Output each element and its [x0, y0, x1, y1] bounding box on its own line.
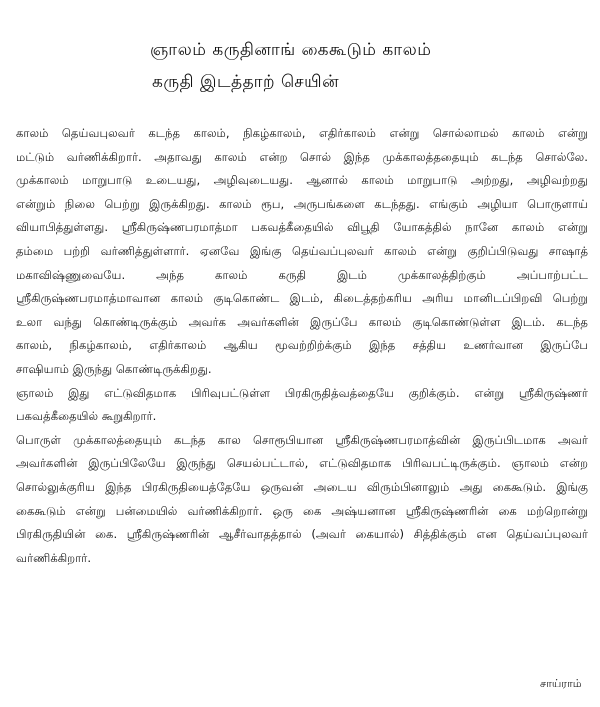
- paragraph-1: [16, 122, 588, 382]
- paragraph-3: [16, 429, 588, 571]
- text-line: சாஷியாம் இருந்து கொண்டிருக்கிறது.: [16, 361, 212, 376]
- text-line: பிரகிருதியின் கை. ஸ்ரீகிருஷ்ணரின் ஆசீர்வாதத்தால் (அவர் கையால்) சித்திக்கும் என தெய்வப்புலவர்: [16, 527, 588, 542]
- text-line: மகாவிஷ்ணுவையே. அந்த காலம் கருதி இடம் முக்காலத்திற்கும் அப்பாற்பட்ட: [16, 267, 588, 282]
- text-line: பகவத்கீதையில் கூறுகிறார்.: [16, 409, 157, 424]
- text-line: முக்காலம் மாறுபாடு உடையது, அழிவுடையது. ஆனால் காலம் மாறுபாடு அற்றது, அழிவற்றது: [16, 173, 588, 188]
- text-line: வர்ணிக்கிறார்.: [16, 550, 92, 565]
- text-line: காலம் தெய்வபுலவர் கடந்த காலம், நிகழ்காலம், எதிர்காலம் என்று சொல்லாமல் காலம் என்று: [16, 126, 588, 140]
- text-line: காலம், நிகழ்காலம், எதிர்காலம் ஆகிய மூவற்றிற்க்கும் இந்த சத்திய உணர்வான இருப்பே: [16, 338, 588, 353]
- title-line-1: ஞாலம் கருதினாங் கைகூடும் காலம்: [150, 40, 432, 60]
- text-line: சொல்லுக்குரிய இந்த பிரகிருதியைத்தேயே ஒருவன் அடைய விரும்பினாலும் அது கைகூடும். இங்கு: [16, 479, 588, 494]
- text-line: ஸ்ரீகிருஷ்ணபரமாத்மாவான காலம் குடிகொண்ட இடம், கிடைத்தற்கரிய அரிய மானிடப்பிறவி பெற்று: [16, 291, 588, 306]
- text-line: வியாபித்துள்ளது. ஸ்ரீகிருஷ்ணபரமாத்மா பகவத்கீதையில் விபூதி யோகத்தில் நானே காலம் என்று: [16, 220, 588, 235]
- title-line-2: கருதி இடத்தாற் செயின்: [152, 72, 340, 92]
- text-line: பொருள் முக்காலத்தையும் கடந்த கால சொரூபியான ஸ்ரீகிருஷ்ணபரமாத்வின் இருப்பிடமாக அவர்: [16, 432, 588, 447]
- text-line: கைகூடும் என்று பன்மையில் வர்ணிக்கிறார். ஒரு கை அஷ்யனான ஸ்ரீகிருஷ்ணரின் கை மற்றொன்று: [16, 503, 588, 518]
- text-line: அவர்களின் இருப்பிலேயே இருந்து செயல்பட்டால், எட்டுவிதமாக பிரிவபட்டிருக்கும். ஞாலம் என்ற: [16, 456, 588, 471]
- text-line: தம்மை பற்றி வர்ணித்துள்ளார். ஏனவே இங்கு தெய்வப்புலவர் காலம் என்று குறிப்பிடுவது சாஷாத்: [16, 243, 588, 258]
- text-line: என்றும் நிலை பெற்று இருக்கிறது. காலம் ரூப, அருபங்களை கடந்தது. எங்கும் அழியா பொருளாய்: [16, 196, 588, 211]
- text-line: மட்டும் வர்ணிக்கிறார். அதாவது காலம் என்ற சொல் இந்த முக்காலத்ததையும் கடந்த சொல்லே.: [16, 149, 588, 164]
- text-line: உலா வந்து கொண்டிருக்கும் அவர்க அவர்களின் இருப்பே காலம் குடிகொண்டுள்ள இடம். கடந்த: [16, 314, 588, 329]
- text-line: ஞாலம் இது எட்டுவிதமாக பிரிவுபட்டுள்ள பிரகிருதித்வத்தையே குறிக்கும். என்று ஸ்ரீகிருஷ்ணர்: [16, 385, 588, 400]
- paragraph-2: [16, 382, 588, 429]
- signature: சாய்ராம்: [540, 677, 582, 690]
- document-body: [16, 122, 588, 570]
